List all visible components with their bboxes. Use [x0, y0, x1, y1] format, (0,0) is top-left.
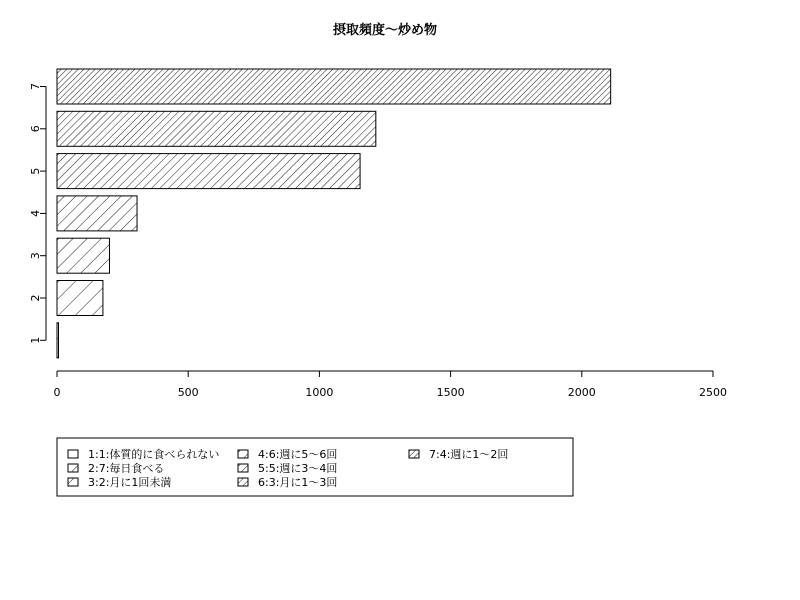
- x-tick-label: 2500: [699, 386, 727, 399]
- bar-4: [57, 196, 137, 231]
- legend-swatch: [68, 450, 78, 458]
- legend-label: 1:1:体質的に食べられない: [88, 448, 220, 461]
- legend-swatch: [238, 464, 248, 472]
- x-tick-label: 0: [53, 386, 61, 399]
- bar-2: [57, 281, 103, 316]
- legend-swatch: [409, 450, 419, 458]
- y-tick-label: 3: [29, 252, 42, 260]
- legend: [57, 438, 573, 496]
- bar-3: [57, 238, 109, 273]
- legend-swatch: [68, 464, 78, 472]
- y-tick-label: 5: [29, 167, 42, 175]
- legend-label: 3:2:月に1回未満: [88, 476, 172, 489]
- x-tick-label: 2000: [567, 386, 596, 399]
- legend-label: 7:4:週に1～2回: [429, 448, 509, 461]
- legend-label: 2:7:毎日食べる: [88, 462, 165, 475]
- x-tick-label: 1500: [436, 386, 465, 399]
- bar-5: [57, 154, 360, 189]
- y-tick-label: 6: [29, 125, 42, 133]
- y-tick-label: 7: [29, 83, 42, 90]
- y-tick-label: 1: [29, 336, 42, 344]
- chart-title: 摂取頻度～炒め物: [332, 23, 438, 38]
- legend-swatch: [238, 478, 248, 486]
- bar-1: [57, 323, 59, 358]
- x-tick-label: 1000: [305, 386, 334, 399]
- y-axis: [29, 83, 46, 344]
- legend-label: 6:3:月に1～3回: [258, 476, 338, 489]
- bars-group: [57, 69, 611, 358]
- legend-swatch: [68, 478, 78, 486]
- x-axis: [54, 371, 728, 399]
- legend-swatch: [238, 450, 248, 458]
- y-tick-label: 4: [29, 209, 42, 217]
- x-tick-label: 500: [177, 386, 199, 399]
- legend-label: 5:5:週に3～4回: [258, 462, 338, 475]
- legend-label: 4:6:週に5～6回: [258, 448, 338, 461]
- bar-7: [57, 69, 611, 104]
- y-tick-label: 2: [29, 294, 42, 302]
- bar-6: [57, 111, 376, 146]
